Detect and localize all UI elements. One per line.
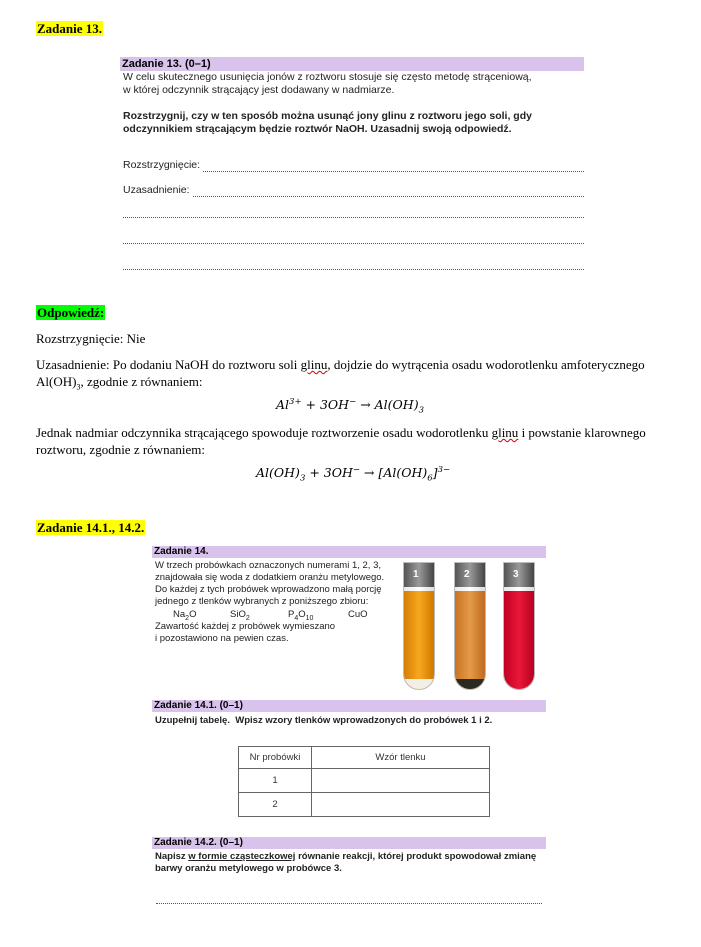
- tube-label-2: 2: [464, 569, 470, 580]
- task14-line: Do każdej z tych probówek wprowadzono małą porcję: [155, 584, 382, 595]
- tube-1-liquid: [404, 591, 434, 689]
- task14-header: Zadanie 14.: [152, 546, 546, 558]
- oxide-table: [238, 746, 490, 817]
- task14-tail-1: Zawartość każdej z probówek wymieszano: [155, 621, 336, 632]
- table-row-number: 1: [239, 769, 312, 793]
- task14-2-instruction: Napisz w formie cząsteczkowej równanie reakcji, której produkt spowodował zmianę barwy oranżu metylowego w probówce 3.: [155, 851, 537, 874]
- justification-field-label: Uzasadnienie:: [123, 184, 190, 196]
- tube-1: [403, 562, 435, 690]
- oxide-formula-cell-1[interactable]: [312, 769, 490, 793]
- decision-answer-line[interactable]: [203, 162, 584, 172]
- oxide-p4o10: $P_4O_{10}$: [288, 609, 314, 622]
- decision-field-label: Rozstrzygnięcie:: [123, 159, 201, 171]
- justification-field-row: [120, 184, 584, 197]
- task13-intro-2: w której odczynnik strącający jest dodawany w nadmiarze.: [123, 84, 395, 96]
- task14-2-answer-line[interactable]: [156, 899, 542, 904]
- task14-tail-2: i pozostawiono na pewien czas.: [155, 633, 289, 644]
- equation-1: $Al^{3+} + 3OH^- \to Al(OH)_3$: [276, 397, 424, 416]
- tube-3: [503, 562, 535, 690]
- answer-line[interactable]: [123, 213, 584, 218]
- oxide-set: [155, 608, 395, 621]
- task14-2-header: Zadanie 14.2. (0–1): [152, 837, 546, 849]
- decision-field-row: [120, 159, 584, 172]
- task13-box: [120, 57, 584, 270]
- tube-2-liquid: [455, 591, 485, 689]
- task14-label: Zadanie 14.1., 14.2.: [37, 520, 145, 535]
- task13-intro-1: W celu skutecznego usunięcia jonów z roztworu stosuje się często metodę strąceniową,: [123, 71, 532, 83]
- oxide-sio2: SiO$_2$: [230, 609, 250, 622]
- table-row-number: 2: [239, 793, 312, 817]
- task13-label: Zadanie 13.: [37, 21, 103, 36]
- task13-header: Zadanie 13. (0–1): [120, 57, 584, 71]
- task13-question-2: odczynnikiem strącającym będzie roztwór NaOH. Uzasadnij swoją odpowiedź.: [123, 123, 512, 135]
- answer-line[interactable]: [123, 265, 584, 270]
- task13-question-1: Rozstrzygnij, czy w ten sposób można usunąć jony glinu z roztworu jego soli, gdy: [123, 110, 532, 122]
- task14-line: jednego z tlenków wybranych z poniższego zbioru:: [155, 596, 369, 607]
- task14-description: [155, 560, 395, 645]
- task14-1-header: Zadanie 14.1. (0–1): [152, 700, 546, 712]
- task14-1-instruction: Uzupełnij tabelę. Wpisz wzory tlenków wprowadzonych do probówek 1 i 2.: [155, 715, 493, 726]
- oxide-na2o: $Na_2O$: [173, 609, 197, 622]
- oxide-cuo: CuO: [348, 609, 368, 620]
- justification-answer-line[interactable]: [193, 187, 584, 197]
- answer-paragraph-2: Jednak nadmiar odczynnika strącającego spowoduje roztworzenie osadu wodorotlenku glinu i powstanie klarownego roztworu, zgodnie z równaniem:: [36, 425, 646, 457]
- answer-justification: Uzasadnienie: Po dodaniu NaOH do roztworu soli glinu, dojdzie do wytrącenia osadu wodorotlenku amfoterycznego $Al(OH)_3$, zgodnie z równaniem:: [36, 357, 645, 392]
- task14-line: znajdowała się woda z dodatkiem oranżu metylowego.: [155, 572, 385, 583]
- answer-decision: Rozstrzygnięcie: Nie: [36, 331, 146, 346]
- tube-3-liquid: [504, 591, 534, 689]
- equation-2: $Al(OH)_3 + 3OH^- \to [Al(OH)_6]^{3-}$: [256, 465, 451, 484]
- table-header-oxide-formula: Wzór tlenku: [312, 747, 490, 769]
- table-header-tube-number: Nr probówki: [239, 747, 312, 769]
- answer-label: Odpowiedź:: [37, 305, 105, 320]
- tube-label-1: 1: [413, 569, 419, 580]
- tube-2: [454, 562, 486, 690]
- task14-line: W trzech probówkach oznaczonych numerami 1, 2, 3,: [155, 560, 381, 571]
- answer-line[interactable]: [123, 239, 584, 244]
- tube-label-3: 3: [513, 569, 519, 580]
- oxide-formula-cell-2[interactable]: [312, 793, 490, 817]
- test-tubes-photo: [395, 560, 545, 695]
